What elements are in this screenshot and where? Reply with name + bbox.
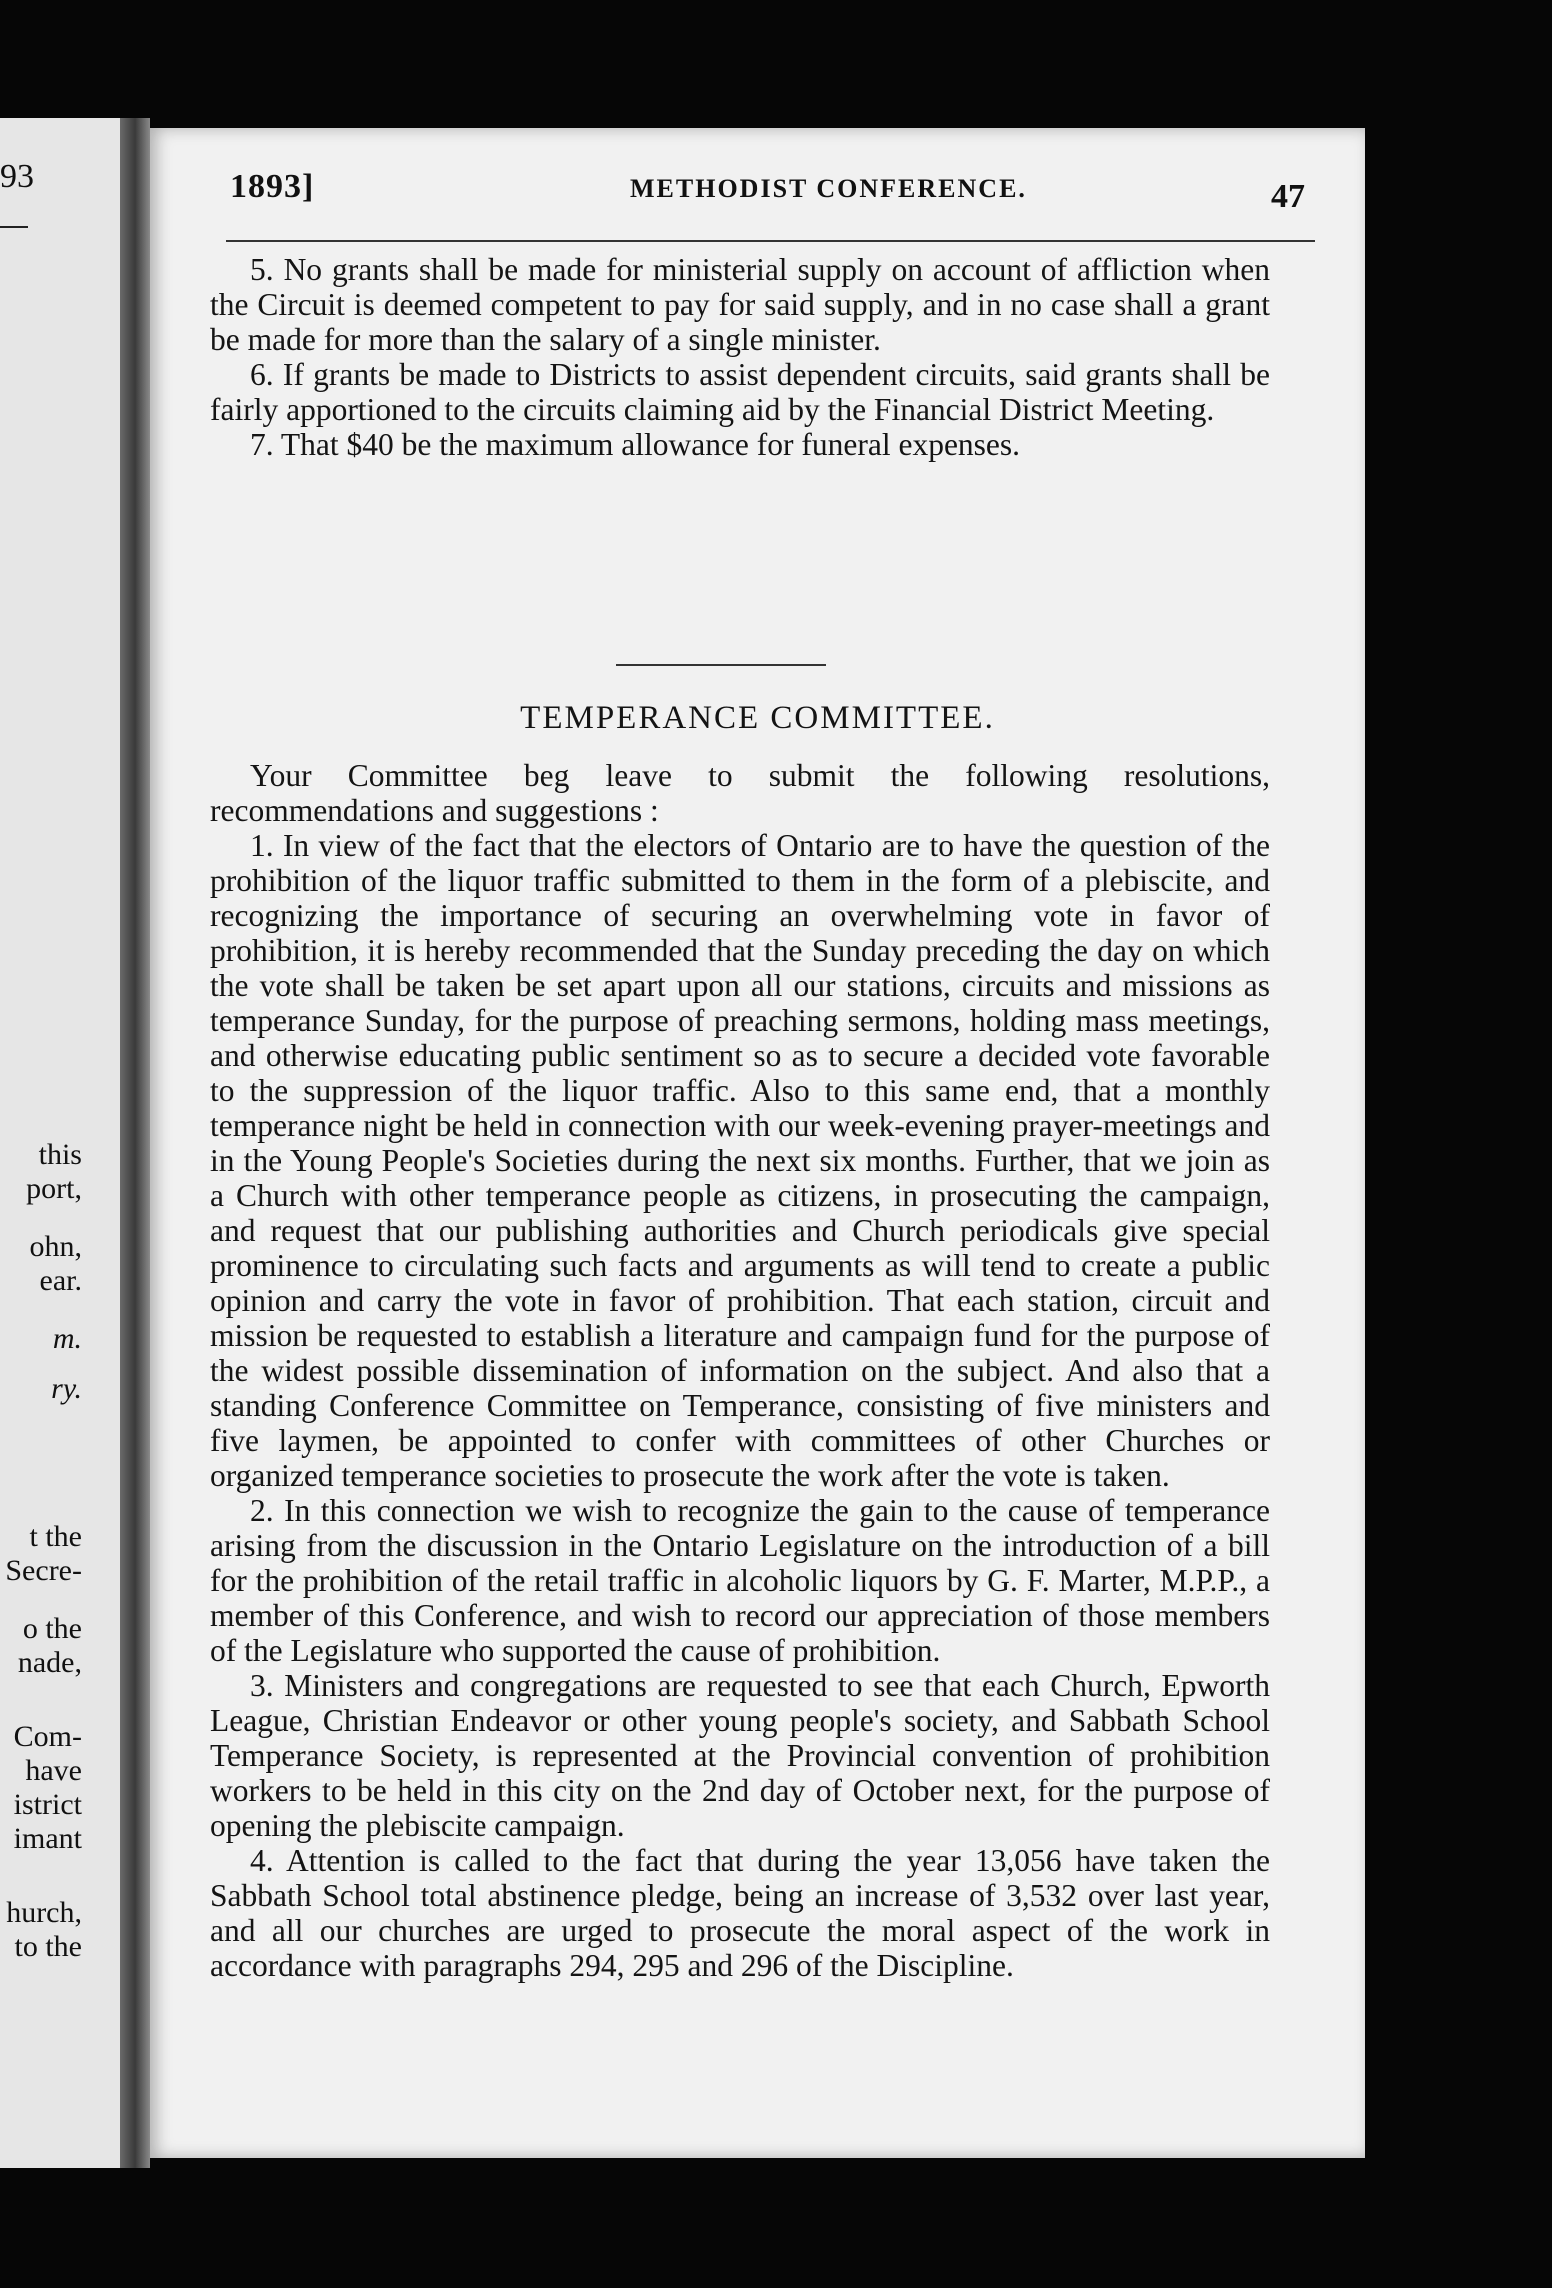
item-paragraph: 7. That $40 be the maximum allowance for funeral expenses. <box>250 427 1021 462</box>
left-fragment: have <box>25 1754 82 1787</box>
section-divider <box>616 664 826 666</box>
left-fragment: m. <box>52 1322 82 1355</box>
left-fragment: Com- <box>13 1720 82 1753</box>
left-fragment: Secre- <box>5 1554 82 1587</box>
left-fragment: nade, <box>17 1646 82 1679</box>
left-fragment: t the <box>29 1520 82 1553</box>
page-number: 47 <box>1271 178 1305 215</box>
item-paragraph: 5. No grants shall be made for ministerial supply on account of affliction when the Circuit is deemed competent to pay for said supply, and in no case shall a grant be made for more than the salary of a single minister. <box>210 252 1270 357</box>
resolution-paragraph: 1. In view of the fact that the electors of Ontario are to have the question of the prohibition of the liquor traffic submitted to them in the form of a plebiscite, and recognizing the importance of securing an overwhelming vote in favor of prohibition, it is hereby recommended that the Sunday preceding the day on which the vote shall be taken be set apart upon all our stations, circuits and missions as temperance Sunday, for the purpose of preaching sermons, holding mass meetings, and otherwise educating public sentiment so as to secure a decided vote favorable to the suppression of the liquor traffic. Also to this same end, that a monthly temperance night be held in connection with our week-evening prayer-meetings and in the Young People's Societies during the next six months. Further, that we join as a Church with other temperance people as citizens, in prosecuting the campaign, and request that our publishing authorities and Church periodicals give special prominence to circulating such facts and arguments as will tend to create a public opinion and carry the vote in favor of prohibition. That each station, circuit and mission be requested to establish a literature and campaign fund for the purpose of the widest possible dissemination of information on the subject. And also that a standing Conference Committee on Temperance, consisting of five ministers and five laymen, be appointed to confer with committees of other Churches or organized temperance societies to prosecute the work after the vote is taken. <box>210 828 1270 1493</box>
left-page-number: 93 <box>0 158 34 195</box>
section-title: TEMPERANCE COMMITTEE. <box>520 700 995 736</box>
page-header <box>230 168 1305 228</box>
resolution-paragraph: 4. Attention is called to the fact that during the year 13,056 have taken the Sabbath School total abstinence pledge, being an increase of 3,532 over last year, and all our churches are urged to prosecute the moral aspect of the work in accordance with paragraphs 294, 295 and 296 of the Discipline. <box>210 1843 1270 1983</box>
left-fragment: to the <box>14 1930 82 1963</box>
left-header-rule <box>0 226 28 228</box>
left-fragment: hurch, <box>6 1896 82 1929</box>
left-fragment: ohn, <box>29 1230 82 1263</box>
item-paragraph: 6. If grants be made to Districts to assist dependent circuits, said grants shall be fairly apportioned to the circuits claiming aid by the Financial District Meeting. <box>210 357 1270 427</box>
resolution-paragraph: 2. In this connection we wish to recognize the gain to the cause of temperance arising from the discussion in the Ontario Legislature on the introduction of a bill for the prohibition of the retail traffic in alcoholic liquors by G. F. Marter, M.P.P., a member of this Conference, and wish to record our appreciation of those members of the Legislature who supported the cause of prohibition. <box>210 1493 1270 1668</box>
section-body <box>210 758 1270 1983</box>
top-items <box>210 252 1270 462</box>
left-fragment: o the <box>22 1612 82 1645</box>
left-fragment: this <box>38 1138 82 1171</box>
left-fragment: port, <box>26 1172 82 1205</box>
resolution-paragraph: 3. Ministers and congregations are requested to see that each Church, Epworth League, Christian Endeavor or other young people's society, and Sabbath School Temperance Society, is represented at the Provincial convention of prohibition workers to be held in this city on the 2nd day of October next, for the purpose of opening the plebiscite campaign. <box>210 1668 1270 1843</box>
left-fragment: ry. <box>51 1372 82 1405</box>
intro-paragraph: Your Committee beg leave to submit the following resolutions, recommendations and suggestions : <box>210 758 1270 828</box>
left-page <box>0 118 120 2168</box>
left-fragment: ear. <box>39 1264 82 1297</box>
right-page <box>150 128 1365 2158</box>
left-fragment: istrict <box>13 1788 82 1821</box>
book-gutter <box>120 118 150 2168</box>
left-fragment: imant <box>13 1822 82 1855</box>
header-rule <box>226 240 1315 242</box>
header-year: 1893] <box>230 168 315 205</box>
header-title: METHODIST CONFERENCE. <box>630 174 1027 203</box>
